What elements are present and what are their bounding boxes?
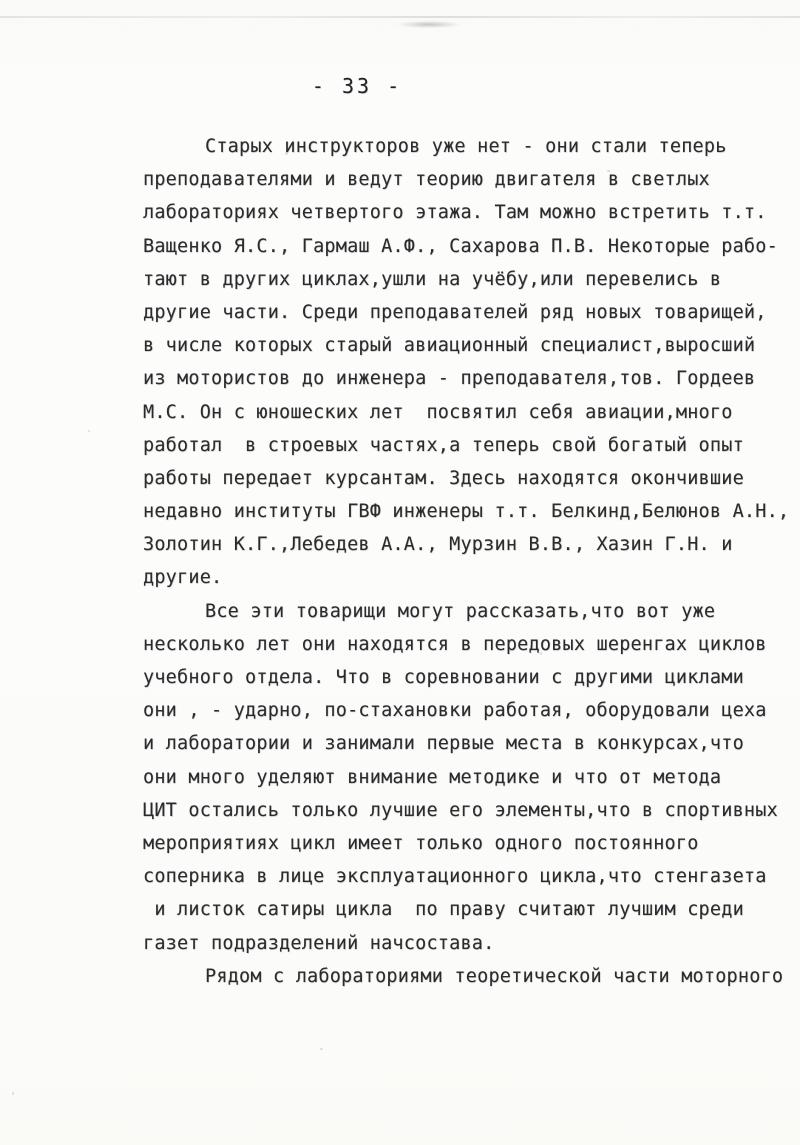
text-line: учебного отдела. Что в соревновании с другими циклами	[143, 667, 744, 688]
text-line: недавно институты ГВФ инженеры т.т. Белкинд,Белюнов А.Н.,	[143, 501, 790, 523]
text-line: и лаборатории и занимали первые места в конкурсах,что	[143, 733, 744, 755]
text-line: преподавателями и ведут теорию двигателя в светлых	[143, 169, 710, 191]
text-line: Ващенко Я.С., Гармаш А.Ф., Сахарова П.В. Некоторые рабо-	[143, 235, 778, 257]
text-line: они , - ударно, по-стахановки работая, оборудовали цеха	[143, 700, 767, 722]
text-line: из мотористов до инженера - преподавателя,тов. Гордеев	[143, 368, 756, 390]
text-line: и листок сатиры цикла по праву считают лучшим среди	[143, 899, 744, 921]
text-line: другие части. Среди преподавателей ряд новых товарищей,	[143, 301, 767, 323]
text-line: в числе которых старый авиационный специалист,выросший	[143, 335, 756, 357]
page-number: - 33 -	[311, 74, 403, 98]
text-line: несколько лет они находятся в передовых шеренгах циклов	[143, 633, 767, 655]
text-line: ЦИТ остались только лучшие его элементы,что в спортивных	[143, 799, 778, 821]
text-line: работы передает курсантам. Здесь находятся окончившие	[143, 467, 744, 489]
text-line: другие.	[143, 567, 223, 589]
text-line: Рядом с лабораториями теоретической части моторного	[205, 965, 784, 987]
text-line: работал в строевых частях,а теперь свой богатый опыт	[143, 434, 744, 456]
text-line: Все эти товарищи могут рассказать,что вот уже	[205, 600, 716, 622]
text-line: тают в других циклах,ушли на учёбу,или перевелись в	[143, 268, 722, 290]
text-line: Золотин К.Г.,Лебедев А.А., Мурзин В.В., Хазин Г.Н. и	[143, 534, 733, 556]
text-line: газет подразделений начсостава.	[143, 932, 495, 954]
text-line: Старых инструкторов уже нет - они стали теперь	[205, 136, 727, 157]
text-line: мероприятиях цикл имеет только одного постоянного	[143, 832, 699, 854]
text-line: М.С. Он с юношеских лет посвятил себя авиации,много	[143, 401, 733, 423]
text-line: соперника в лице эксплуатационного цикла,что стенгазета	[143, 866, 767, 888]
scan-artifact-streak	[0, 16, 800, 18]
scan-artifact-smudge	[398, 21, 460, 28]
scan-speckle	[12, 1092, 14, 1095]
scan-speckle	[320, 1048, 323, 1050]
text-line: они много уделяют внимание методике и что от метода	[143, 766, 722, 788]
scan-speckle	[88, 430, 90, 432]
text-line: лабораториях четвертого этажа. Там можно встретить т.т.	[143, 202, 767, 224]
document-body	[143, 130, 788, 993]
